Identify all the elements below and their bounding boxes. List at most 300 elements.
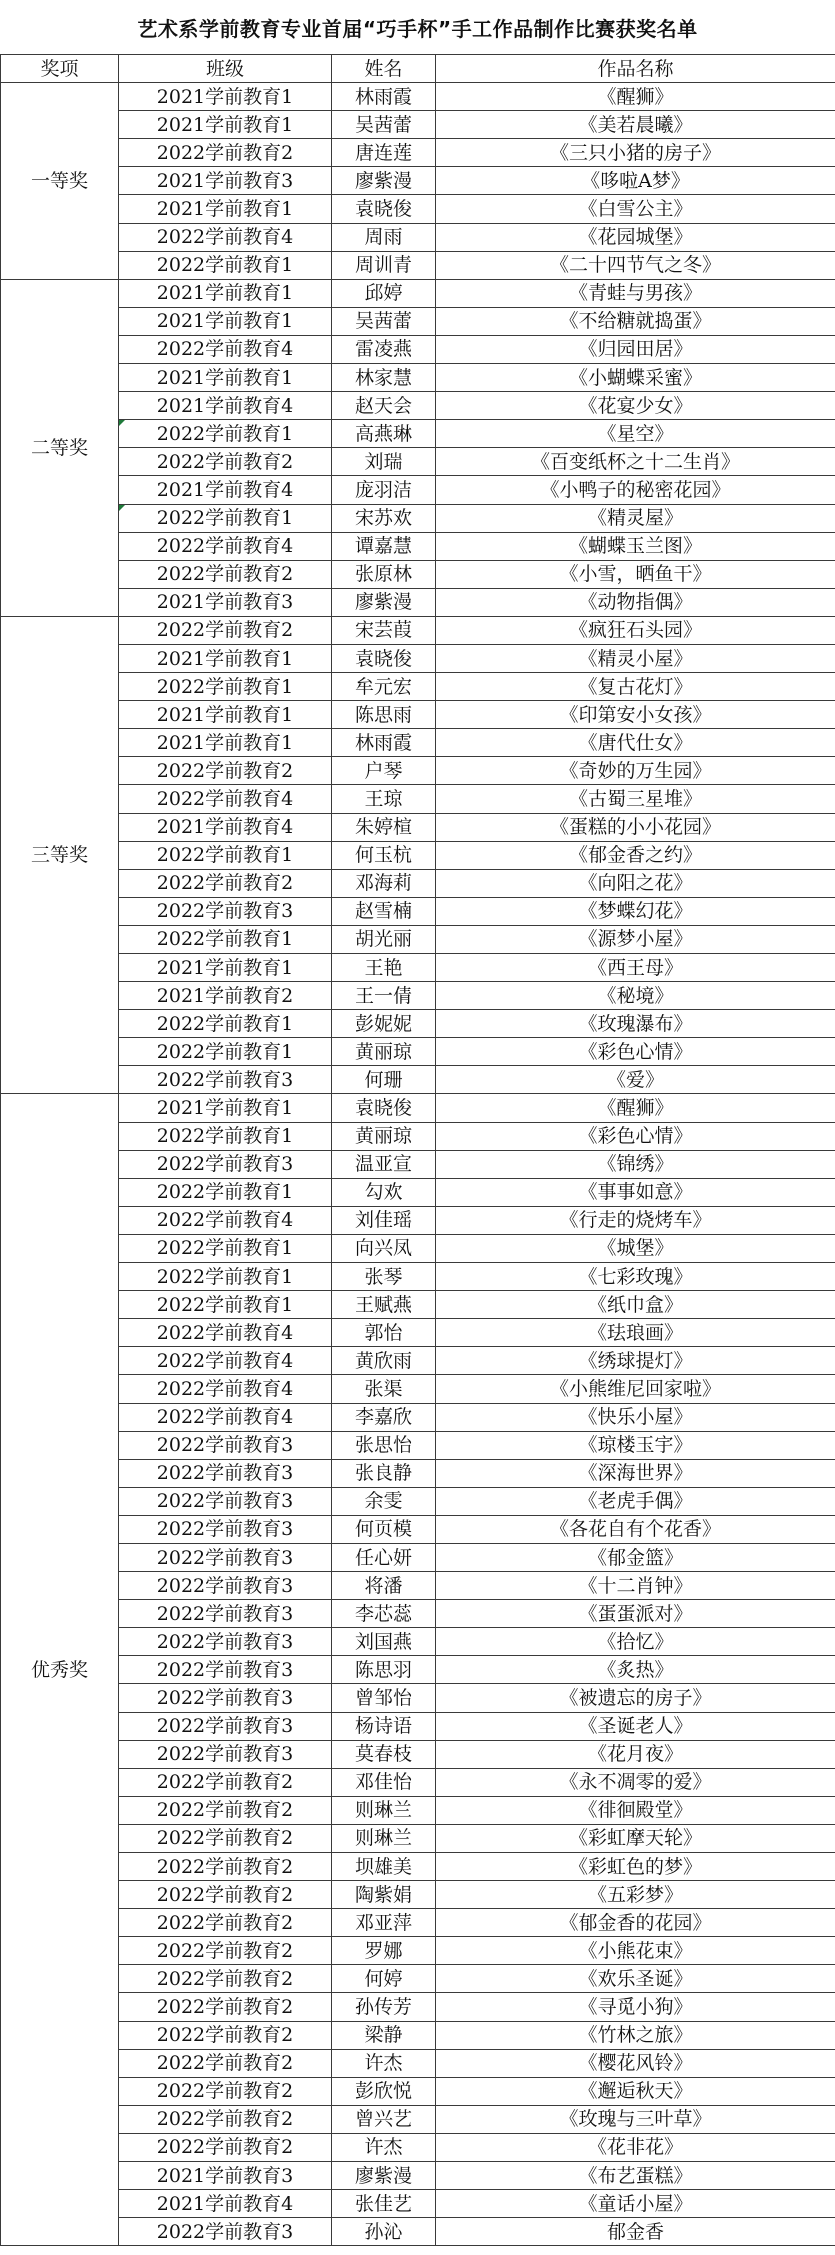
award-table <box>0 54 835 2246</box>
prize-cell: 一等奖 <box>1 83 119 280</box>
work-cell: 《小熊花束》 <box>436 1937 835 1965</box>
table-row <box>1 195 835 223</box>
work-cell: 《绣球提灯》 <box>436 1347 835 1375</box>
class-cell: 2022学前教育2 <box>119 448 332 476</box>
class-cell: 2022学前教育3 <box>119 1066 332 1094</box>
class-cell: 2021学前教育2 <box>119 982 332 1010</box>
class-cell: 2022学前教育1 <box>119 1234 332 1262</box>
table-row <box>1 504 835 532</box>
work-cell: 《锦绣》 <box>436 1150 835 1178</box>
work-cell: 《花非花》 <box>436 2133 835 2161</box>
work-cell: 《动物指偶》 <box>436 588 835 616</box>
table-row <box>1 1881 835 1909</box>
work-cell: 《星空》 <box>436 420 835 448</box>
class-cell: 2022学前教育1 <box>119 1038 332 1066</box>
name-cell: 周训青 <box>332 251 436 279</box>
name-cell: 邓佳怡 <box>332 1768 436 1796</box>
class-cell: 2022学前教育2 <box>119 1993 332 2021</box>
class-cell: 2022学前教育2 <box>119 560 332 588</box>
table-row <box>1 1824 835 1852</box>
name-cell: 温亚宣 <box>332 1150 436 1178</box>
table-row <box>1 1515 835 1543</box>
name-cell: 高燕琳 <box>332 420 436 448</box>
table-row <box>1 1375 835 1403</box>
work-cell: 《花宴少女》 <box>436 392 835 420</box>
class-cell: 2022学前教育4 <box>119 335 332 363</box>
work-cell: 《圣诞老人》 <box>436 1712 835 1740</box>
name-cell: 林家慧 <box>332 364 436 392</box>
class-cell: 2022学前教育3 <box>119 1459 332 1487</box>
table-row <box>1 1403 835 1431</box>
name-cell: 庞羽洁 <box>332 476 436 504</box>
name-cell: 邓海莉 <box>332 869 436 897</box>
table-row <box>1 392 835 420</box>
class-cell: 2022学前教育2 <box>119 2077 332 2105</box>
name-cell: 户琴 <box>332 757 436 785</box>
class-cell: 2021学前教育1 <box>119 83 332 111</box>
table-row <box>1 644 835 672</box>
name-cell: 赵天会 <box>332 392 436 420</box>
table-row <box>1 785 835 813</box>
class-cell: 2021学前教育3 <box>119 588 332 616</box>
work-cell: 《邂逅秋天》 <box>436 2077 835 2105</box>
class-cell: 2021学前教育4 <box>119 392 332 420</box>
name-cell: 曾兴艺 <box>332 2105 436 2133</box>
table-row <box>1 982 835 1010</box>
class-cell: 2021学前教育1 <box>119 195 332 223</box>
class-cell: 2022学前教育1 <box>119 841 332 869</box>
class-cell: 2022学前教育1 <box>119 1122 332 1150</box>
work-cell: 《郁金香之约》 <box>436 841 835 869</box>
table-row <box>1 1038 835 1066</box>
class-cell: 2022学前教育1 <box>119 1263 332 1291</box>
table-row <box>1 701 835 729</box>
name-cell: 曾邹怡 <box>332 1684 436 1712</box>
header-class: 班级 <box>119 55 332 83</box>
work-cell: 《百变纸杯之十二生肖》 <box>436 448 835 476</box>
table-row <box>1 532 835 560</box>
work-cell: 《印第安小女孩》 <box>436 701 835 729</box>
table-row <box>1 139 835 167</box>
name-cell: 罗娜 <box>332 1937 436 1965</box>
name-cell: 牟元宏 <box>332 673 436 701</box>
work-cell: 《七彩玫瑰》 <box>436 1263 835 1291</box>
prize-cell: 二等奖 <box>1 279 119 616</box>
name-cell: 彭欣悦 <box>332 2077 436 2105</box>
name-cell: 吴茜蕾 <box>332 307 436 335</box>
work-cell: 《欢乐圣诞》 <box>436 1965 835 1993</box>
table-row <box>1 813 835 841</box>
name-cell: 何玉杭 <box>332 841 436 869</box>
work-cell: 《精灵小屋》 <box>436 644 835 672</box>
name-cell: 许杰 <box>332 2049 436 2077</box>
class-cell: 2022学前教育4 <box>119 1347 332 1375</box>
name-cell: 廖紫漫 <box>332 2162 436 2190</box>
class-cell: 2022学前教育2 <box>119 139 332 167</box>
table-row <box>1 954 835 982</box>
class-cell: 2022学前教育3 <box>119 1740 332 1768</box>
class-cell: 2021学前教育1 <box>119 644 332 672</box>
work-cell: 《青蛙与男孩》 <box>436 279 835 307</box>
name-cell: 廖紫漫 <box>332 588 436 616</box>
table-row <box>1 560 835 588</box>
work-cell: 郁金香 <box>436 2218 835 2246</box>
work-cell: 《蝴蝶玉兰图》 <box>436 532 835 560</box>
name-cell: 李嘉欣 <box>332 1403 436 1431</box>
table-row <box>1 1543 835 1571</box>
work-cell: 《小雪，晒鱼干》 <box>436 560 835 588</box>
table-row <box>1 1909 835 1937</box>
class-cell: 2022学前教育3 <box>119 1515 332 1543</box>
header-prize: 奖项 <box>1 55 119 83</box>
work-cell: 《郁金篮》 <box>436 1543 835 1571</box>
class-cell: 2022学前教育2 <box>119 2049 332 2077</box>
class-cell: 2021学前教育1 <box>119 279 332 307</box>
class-cell: 2022学前教育1 <box>119 673 332 701</box>
table-row <box>1 1656 835 1684</box>
work-cell: 《彩虹摩天轮》 <box>436 1824 835 1852</box>
table-row <box>1 1150 835 1178</box>
name-cell: 刘佳瑶 <box>332 1206 436 1234</box>
name-cell: 吴茜蕾 <box>332 111 436 139</box>
table-row <box>1 2049 835 2077</box>
work-cell: 《竹林之旅》 <box>436 2021 835 2049</box>
table-row <box>1 83 835 111</box>
table-row <box>1 1796 835 1824</box>
name-cell: 袁晓俊 <box>332 644 436 672</box>
table-row <box>1 1487 835 1515</box>
name-cell: 张良静 <box>332 1459 436 1487</box>
work-cell: 《奇妙的万生园》 <box>436 757 835 785</box>
table-row <box>1 1993 835 2021</box>
work-cell: 《郁金香的花园》 <box>436 1909 835 1937</box>
work-cell: 《彩色心情》 <box>436 1038 835 1066</box>
class-cell: 2022学前教育2 <box>119 1796 332 1824</box>
name-cell: 许杰 <box>332 2133 436 2161</box>
work-cell: 《布艺蛋糕》 <box>436 2162 835 2190</box>
work-cell: 《小熊维尼回家啦》 <box>436 1375 835 1403</box>
table-row <box>1 251 835 279</box>
work-cell: 《小蝴蝶采蜜》 <box>436 364 835 392</box>
work-cell: 《琼楼玉宇》 <box>436 1431 835 1459</box>
class-cell: 2022学前教育3 <box>119 1600 332 1628</box>
name-cell: 张思怡 <box>332 1431 436 1459</box>
table-row <box>1 757 835 785</box>
class-cell: 2022学前教育1 <box>119 420 332 448</box>
name-cell: 黄丽琼 <box>332 1038 436 1066</box>
class-cell: 2022学前教育1 <box>119 251 332 279</box>
table-row <box>1 1094 835 1122</box>
class-cell: 2022学前教育3 <box>119 2218 332 2246</box>
name-cell: 张佳艺 <box>332 2190 436 2218</box>
class-cell: 2022学前教育3 <box>119 1712 332 1740</box>
work-cell: 《美若晨曦》 <box>436 111 835 139</box>
work-cell: 《樱花风铃》 <box>436 2049 835 2077</box>
work-cell: 《小鸭子的秘密花园》 <box>436 476 835 504</box>
class-cell: 2021学前教育4 <box>119 813 332 841</box>
table-row <box>1 111 835 139</box>
class-cell: 2022学前教育4 <box>119 1403 332 1431</box>
class-cell: 2022学前教育3 <box>119 1628 332 1656</box>
class-cell: 2022学前教育3 <box>119 897 332 925</box>
name-cell: 赵雪楠 <box>332 897 436 925</box>
name-cell: 梁静 <box>332 2021 436 2049</box>
sheet-title: 艺术系学前教育专业首届“巧手杯”手工作品制作比赛获奖名单 <box>0 0 835 55</box>
work-cell: 《十二肖钟》 <box>436 1572 835 1600</box>
name-cell: 孙传芳 <box>332 1993 436 2021</box>
name-cell: 李芯蕊 <box>332 1600 436 1628</box>
table-row <box>1 2133 835 2161</box>
work-cell: 《古蜀三星堆》 <box>436 785 835 813</box>
class-cell: 2021学前教育4 <box>119 2190 332 2218</box>
name-cell: 张原林 <box>332 560 436 588</box>
work-cell: 《事事如意》 <box>436 1178 835 1206</box>
table-row <box>1 2077 835 2105</box>
name-cell: 黄欣雨 <box>332 1347 436 1375</box>
header-row <box>1 55 835 83</box>
work-cell: 《老虎手偶》 <box>436 1487 835 1515</box>
table-row <box>1 925 835 953</box>
name-cell: 唐连莲 <box>332 139 436 167</box>
name-cell: 宋苏欢 <box>332 504 436 532</box>
work-cell: 《城堡》 <box>436 1234 835 1262</box>
work-cell: 《醒狮》 <box>436 83 835 111</box>
class-cell: 2022学前教育2 <box>119 1909 332 1937</box>
class-cell: 2022学前教育2 <box>119 757 332 785</box>
name-cell: 王赋燕 <box>332 1291 436 1319</box>
work-cell: 《各花自有个花香》 <box>436 1515 835 1543</box>
table-row <box>1 476 835 504</box>
class-cell: 2022学前教育4 <box>119 1206 332 1234</box>
name-cell: 彭妮妮 <box>332 1010 436 1038</box>
work-cell: 《爱》 <box>436 1066 835 1094</box>
work-cell: 《梦蝶幻花》 <box>436 897 835 925</box>
work-cell: 《童话小屋》 <box>436 2190 835 2218</box>
work-cell: 《珐琅画》 <box>436 1319 835 1347</box>
work-cell: 《拾忆》 <box>436 1628 835 1656</box>
work-cell: 《精灵屋》 <box>436 504 835 532</box>
work-cell: 《炙热》 <box>436 1656 835 1684</box>
work-cell: 《归园田居》 <box>436 335 835 363</box>
table-row <box>1 1066 835 1094</box>
table-row <box>1 1319 835 1347</box>
table-row <box>1 729 835 757</box>
name-cell: 宋芸葭 <box>332 616 436 644</box>
work-cell: 《花园城堡》 <box>436 223 835 251</box>
table-row <box>1 1740 835 1768</box>
class-cell: 2022学前教育4 <box>119 223 332 251</box>
work-cell: 《醒狮》 <box>436 1094 835 1122</box>
table-row <box>1 1234 835 1262</box>
table-row <box>1 1431 835 1459</box>
table-row <box>1 1263 835 1291</box>
table-row <box>1 1853 835 1881</box>
table-row <box>1 1572 835 1600</box>
class-cell: 2022学前教育1 <box>119 504 332 532</box>
name-cell: 刘国燕 <box>332 1628 436 1656</box>
class-cell: 2022学前教育3 <box>119 1543 332 1571</box>
name-cell: 向兴凤 <box>332 1234 436 1262</box>
name-cell: 则琳兰 <box>332 1824 436 1852</box>
name-cell: 周雨 <box>332 223 436 251</box>
work-cell: 《不给糖就捣蛋》 <box>436 307 835 335</box>
prize-cell: 优秀奖 <box>1 1094 119 2246</box>
table-row <box>1 2190 835 2218</box>
class-cell: 2021学前教育4 <box>119 476 332 504</box>
name-cell: 莫春枝 <box>332 1740 436 1768</box>
class-cell: 2022学前教育2 <box>119 1937 332 1965</box>
work-cell: 《花月夜》 <box>436 1740 835 1768</box>
table-row <box>1 1628 835 1656</box>
class-cell: 2021学前教育1 <box>119 111 332 139</box>
table-row <box>1 841 835 869</box>
class-cell: 2021学前教育1 <box>119 701 332 729</box>
work-cell: 《深海世界》 <box>436 1459 835 1487</box>
work-cell: 《西王母》 <box>436 954 835 982</box>
class-cell: 2022学前教育1 <box>119 1178 332 1206</box>
name-cell: 余雯 <box>332 1487 436 1515</box>
name-cell: 何婷 <box>332 1965 436 1993</box>
name-cell: 任心妍 <box>332 1543 436 1571</box>
table-row <box>1 307 835 335</box>
class-cell: 2021学前教育3 <box>119 167 332 195</box>
name-cell: 将潘 <box>332 1572 436 1600</box>
table-row <box>1 1010 835 1038</box>
header-work: 作品名称 <box>436 55 835 83</box>
work-cell: 《寻觅小狗》 <box>436 1993 835 2021</box>
class-cell: 2022学前教育2 <box>119 1824 332 1852</box>
work-cell: 《五彩梦》 <box>436 1881 835 1909</box>
table-row <box>1 2021 835 2049</box>
table-row <box>1 1768 835 1796</box>
table-row <box>1 1684 835 1712</box>
name-cell: 刘瑞 <box>332 448 436 476</box>
name-cell: 袁晓俊 <box>332 195 436 223</box>
table-row <box>1 2162 835 2190</box>
table-row <box>1 364 835 392</box>
work-cell: 《彩色心情》 <box>436 1122 835 1150</box>
table-row <box>1 1291 835 1319</box>
class-cell: 2022学前教育1 <box>119 1291 332 1319</box>
class-cell: 2022学前教育2 <box>119 1965 332 1993</box>
work-cell: 《向阳之花》 <box>436 869 835 897</box>
work-cell: 《徘徊殿堂》 <box>436 1796 835 1824</box>
name-cell: 王一倩 <box>332 982 436 1010</box>
name-cell: 廖紫漫 <box>332 167 436 195</box>
class-cell: 2022学前教育2 <box>119 1853 332 1881</box>
work-cell: 《源梦小屋》 <box>436 925 835 953</box>
class-cell: 2021学前教育1 <box>119 954 332 982</box>
table-row <box>1 897 835 925</box>
table-row <box>1 1178 835 1206</box>
table-row <box>1 1600 835 1628</box>
header-name: 姓名 <box>332 55 436 83</box>
name-cell: 袁晓俊 <box>332 1094 436 1122</box>
table-row <box>1 420 835 448</box>
table-row <box>1 616 835 644</box>
work-cell: 《哆啦A梦》 <box>436 167 835 195</box>
work-cell: 《秘境》 <box>436 982 835 1010</box>
class-cell: 2022学前教育4 <box>119 1319 332 1347</box>
name-cell: 雷凌燕 <box>332 335 436 363</box>
name-cell: 邱婷 <box>332 279 436 307</box>
work-cell: 《快乐小屋》 <box>436 1403 835 1431</box>
class-cell: 2022学前教育4 <box>119 532 332 560</box>
class-cell: 2022学前教育3 <box>119 1431 332 1459</box>
name-cell: 则琳兰 <box>332 1796 436 1824</box>
name-cell: 何页模 <box>332 1515 436 1543</box>
class-cell: 2022学前教育4 <box>119 785 332 813</box>
work-cell: 《行走的烧烤车》 <box>436 1206 835 1234</box>
name-cell: 胡光丽 <box>332 925 436 953</box>
class-cell: 2022学前教育2 <box>119 2021 332 2049</box>
work-cell: 《三只小猪的房子》 <box>436 139 835 167</box>
table-row <box>1 279 835 307</box>
work-cell: 《玫瑰瀑布》 <box>436 1010 835 1038</box>
class-cell: 2022学前教育3 <box>119 1150 332 1178</box>
table-row <box>1 588 835 616</box>
table-row <box>1 673 835 701</box>
class-cell: 2022学前教育3 <box>119 1656 332 1684</box>
work-cell: 《玫瑰与三叶草》 <box>436 2105 835 2133</box>
class-cell: 2022学前教育2 <box>119 1881 332 1909</box>
table-row <box>1 2105 835 2133</box>
name-cell: 何珊 <box>332 1066 436 1094</box>
class-cell: 2022学前教育1 <box>119 1010 332 1038</box>
name-cell: 王琼 <box>332 785 436 813</box>
table-row <box>1 1206 835 1234</box>
class-cell: 2022学前教育2 <box>119 2133 332 2161</box>
work-cell: 《永不凋零的爱》 <box>436 1768 835 1796</box>
name-cell: 勾欢 <box>332 1178 436 1206</box>
name-cell: 陈思雨 <box>332 701 436 729</box>
class-cell: 2022学前教育3 <box>119 1487 332 1515</box>
table-row <box>1 1122 835 1150</box>
class-cell: 2022学前教育3 <box>119 1572 332 1600</box>
name-cell: 张琴 <box>332 1263 436 1291</box>
name-cell: 林雨霞 <box>332 83 436 111</box>
class-cell: 2022学前教育4 <box>119 1375 332 1403</box>
table-row <box>1 448 835 476</box>
work-cell: 《疯狂石头园》 <box>436 616 835 644</box>
name-cell: 孙沁 <box>332 2218 436 2246</box>
name-cell: 朱婷楦 <box>332 813 436 841</box>
table-row <box>1 1347 835 1375</box>
name-cell: 谭嘉慧 <box>332 532 436 560</box>
work-cell: 《被遗忘的房子》 <box>436 1684 835 1712</box>
name-cell: 杨诗语 <box>332 1712 436 1740</box>
table-row <box>1 167 835 195</box>
work-cell: 《二十四节气之冬》 <box>436 251 835 279</box>
work-cell: 《白雪公主》 <box>436 195 835 223</box>
class-cell: 2021学前教育1 <box>119 364 332 392</box>
name-cell: 张渠 <box>332 1375 436 1403</box>
work-cell: 《复古花灯》 <box>436 673 835 701</box>
class-cell: 2022学前教育2 <box>119 2105 332 2133</box>
class-cell: 2022学前教育2 <box>119 1768 332 1796</box>
class-cell: 2021学前教育1 <box>119 729 332 757</box>
class-cell: 2021学前教育3 <box>119 2162 332 2190</box>
name-cell: 林雨霞 <box>332 729 436 757</box>
class-cell: 2022学前教育2 <box>119 616 332 644</box>
class-cell: 2022学前教育1 <box>119 925 332 953</box>
table-row <box>1 869 835 897</box>
work-cell: 《彩虹色的梦》 <box>436 1853 835 1881</box>
name-cell: 邓亚萍 <box>332 1909 436 1937</box>
class-cell: 2022学前教育2 <box>119 869 332 897</box>
name-cell: 陶紫娟 <box>332 1881 436 1909</box>
table-row <box>1 1459 835 1487</box>
